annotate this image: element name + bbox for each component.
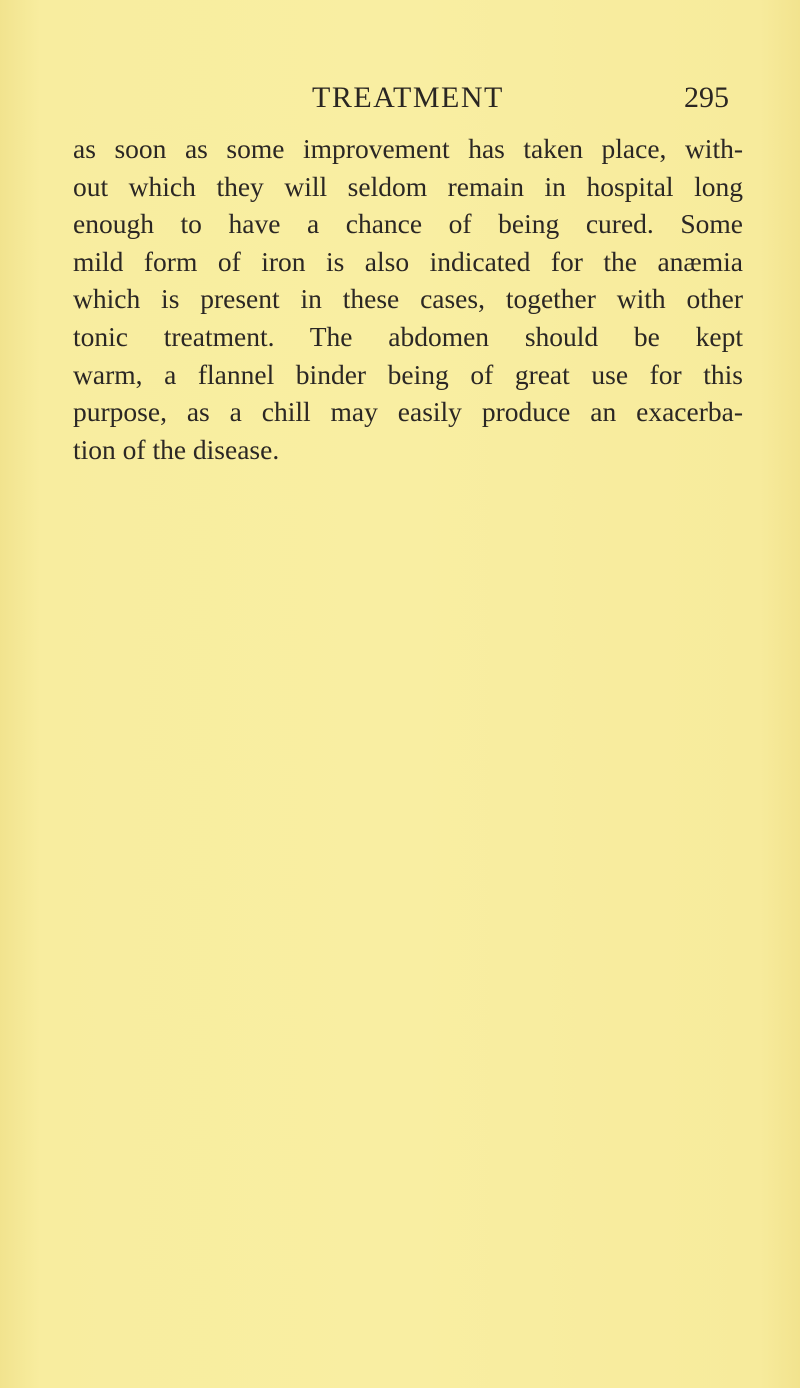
text-line: warm, a flannel binder being of great use for this — [73, 358, 743, 390]
text-line: out which they will seldom remain in hospital long — [73, 170, 743, 202]
text-line: mild form of iron is also indicated for the anæmia — [73, 245, 743, 277]
text-line: purpose, as a chill may easily produce an exacerba- — [73, 396, 743, 428]
text-line: tion of the disease. — [73, 433, 280, 465]
running-title: TREATMENT — [312, 81, 504, 114]
body-paragraph — [73, 130, 743, 468]
page-number: 295 — [684, 81, 729, 114]
text-line: which is present in these cases, together with other — [73, 283, 743, 315]
page-header — [0, 78, 800, 118]
text-line: tonic treatment. The abdomen should be kept — [73, 320, 743, 352]
text-line: enough to have a chance of being cured. Some — [73, 208, 743, 240]
text-line: as soon as some improvement has taken place, with- — [73, 133, 743, 164]
